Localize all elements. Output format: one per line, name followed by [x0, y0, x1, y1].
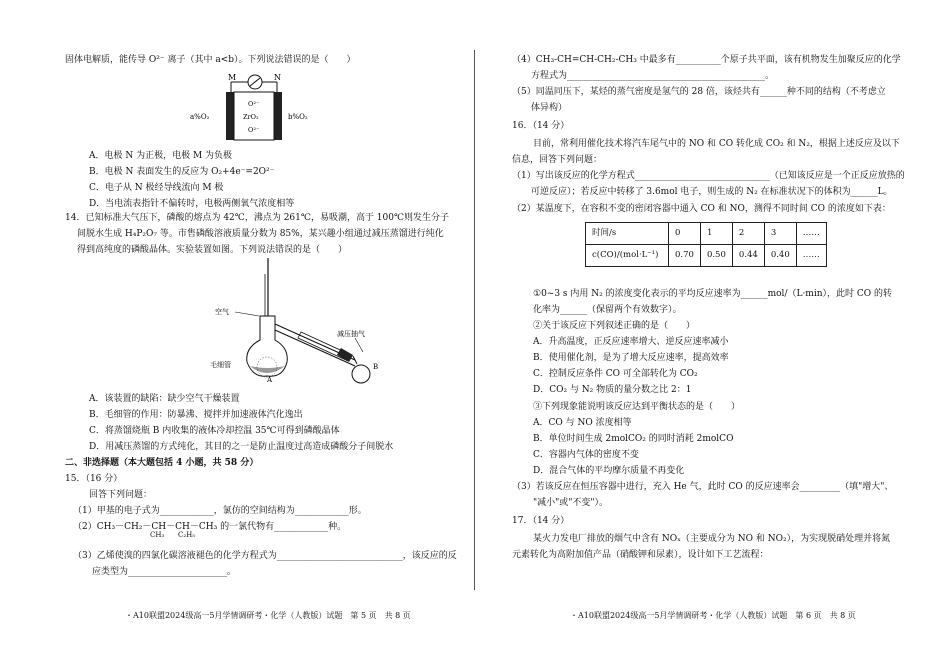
svg-text:ZrO₂: ZrO₂ — [243, 113, 259, 121]
q13-option-b: B．电极 N 表面发生的反应为 O₂+4e⁻=2O²⁻ — [89, 167, 275, 177]
distillation-apparatus — [205, 256, 385, 384]
q15-branch-2: C₂H₅ — [178, 531, 196, 539]
q15-part3-line2: 应类型为______________________。 — [92, 567, 237, 577]
table-cell: 3 — [764, 223, 796, 245]
q13-option-a: A．电极 N 为正极，电极 M 为负极 — [89, 151, 233, 161]
page-6-footer: ・A10联盟2024级高一5月学情调研考・化学（人教版）试题 第 6 页 共 8 页 — [570, 611, 856, 620]
svg-text:O²⁻: O²⁻ — [248, 126, 260, 134]
q15-prompt: 回答下列问题： — [89, 490, 153, 500]
section-2-heading: 二、非选择题（本大题包括 4 小题，共 58 分） — [65, 458, 259, 468]
q14-option-d: D．用减压蒸馏的方式纯化，其目的之一是防止温度过高造成磷酸分子间脱水 — [89, 442, 394, 452]
table-cell: 2 — [732, 223, 764, 245]
q16-iii-option-a: A．CO 与 NO 浓度相等 — [533, 418, 632, 428]
q16-2-iii: ③下列现象能说明该反应达到平衡状态的是（ ） — [533, 402, 741, 412]
q16-intro-line1: 目前，常利用催化技术将汽车尾气中的 NO 和 CO 转化成 CO₂ 和 N₂，根据上述反应及以下 — [533, 139, 900, 149]
q17-line1: 某火力发电厂排放的烟气中含有 NOₓ（主要成分为 NO 和 NO₂），为实现脱硝处理并将氮 — [533, 534, 891, 544]
q15-branch-1: CH₃ — [150, 531, 165, 539]
table-header-time: 时间/s — [586, 223, 669, 245]
table-row — [586, 245, 827, 267]
table-cell: 0 — [669, 223, 701, 245]
table-row — [586, 223, 827, 245]
q17-title: 17．（14 分） — [512, 516, 570, 526]
electrode-n-label: N — [274, 73, 281, 82]
q16-part1-line1: （1）写出该反应的化学方程式______________________________（已知该反应是一个正反应放热的 — [512, 171, 905, 181]
q16-iii-option-b: B．单位时间生成 2molCO₂ 的同时消耗 2molCO — [533, 434, 734, 444]
q15-part4-line1: （4）CH₃-CH=CH-CH₂-CH₃ 中最多有__________个原子共平面，该有机物发生加聚反应的化学 — [512, 55, 901, 65]
q14-line2: 间脱水生成 H₄P₂O₇ 等。市售磷酸溶液质量分数为 85%，某兴趣小组通过减压蒸馏进行纯化 — [77, 229, 444, 239]
q16-2-i-line2: 化率为______（保留两个有效数字）。 — [533, 305, 682, 315]
air-label: 空气 — [215, 308, 229, 316]
q16-2-i-line1: ①0~3 s 内用 N₂ 的浓度变化表示的平均反应速率为______mol/（L·min），此时 CO 的转 — [533, 289, 893, 299]
table-cell: …… — [796, 223, 826, 245]
table-cell: 0.44 — [732, 245, 764, 267]
q16-ii-option-d: D．CO₂ 与 N₂ 物质的量分数之比 2：1 — [533, 385, 692, 395]
q16-iii-option-c: C．容器内气体的密度不变 — [533, 450, 639, 460]
q15-part5-line2: 体异构） — [531, 103, 568, 113]
q13-intro: 固体电解质，能传导 O²⁻ 离子（其中 a<b）。下列说法错误的是（ ） — [65, 55, 356, 65]
electrode-m-label: M — [228, 73, 237, 82]
q16-ii-option-a: A．升高温度，正反应速率增大、逆反应速率减小 — [533, 337, 729, 347]
table-cell: 1 — [700, 223, 732, 245]
q16-part2: （2）某温度下，在容积不变的密闭容器中通入 CO 和 NO，测得不同时间 CO 的浓度如下表： — [512, 204, 891, 214]
right-gas-label: b%O₂ — [288, 113, 308, 121]
table-cell: …… — [796, 245, 826, 267]
electrode-n — [274, 92, 282, 140]
q13-option-c: C．电子从 N 极经导线流向 M 极 — [89, 183, 224, 193]
table-cell: 0.40 — [764, 245, 796, 267]
q16-ii-option-c: C．控制反应条件 CO 可全部转化为 CO₂ — [533, 369, 698, 379]
electrode-m — [226, 92, 234, 140]
q14-option-c: C．将蒸馏烧瓶 B 内收集的液体冷却控温 35℃可得到磷酸晶体 — [89, 426, 340, 436]
q13-option-d: D．当电流表指针不偏转时，电极两侧氧气浓度相等 — [89, 199, 295, 209]
table-cell: 0.70 — [669, 245, 701, 267]
q14-option-a: A．该装置的缺陷：缺少空气干燥装置 — [89, 394, 240, 404]
q16-title: 16．（14 分） — [512, 121, 570, 131]
svg-text:O²⁻: O²⁻ — [248, 100, 260, 108]
q17-line2: 元素转化为高附加值产品（硝酸钾和尿素），设计如下工艺流程： — [512, 550, 769, 560]
table-header-concentration: c(CO)/(mol·L⁻¹) — [586, 245, 669, 267]
q16-part3-line1: （3）若该反应在恒压容器中进行，充入 He 气，此时 CO 的反应速率会_________（填"增大"、 — [512, 482, 894, 492]
flask-a-label: A — [267, 376, 273, 384]
page-5-footer: ・A10联盟2024级高一5月学情调研考・化学（人教版）试题 第 5 页 共 8 页 — [125, 611, 411, 620]
q16-intro-line2: 信息，回答下列问题： — [512, 155, 603, 165]
flask-b-label: B — [373, 363, 379, 371]
co-concentration-table — [585, 222, 827, 267]
cell-diagram — [190, 72, 320, 144]
q14-option-b: B．毛细管的作用：防暴沸、搅拌并加速液体汽化逸出 — [89, 410, 303, 420]
q15-part1: （1）甲基的电子式为____________，氯仿的空间结构为____________形。 — [73, 506, 367, 516]
q15-title: 15．（16 分） — [65, 474, 123, 484]
left-gas-label: a%O₂ — [190, 113, 210, 121]
table-cell: 0.50 — [700, 245, 732, 267]
q14-line3: 得到高纯度的磷酸晶体。实验装置如图。下列说法错误的是（ ） — [77, 245, 348, 255]
q14-line1: 14．已知标准大气压下，磷酸的熔点为 42℃，沸点为 261℃，易吸潮，高于 100℃则发生分子 — [65, 213, 450, 223]
q16-part3-line2: "减小"或"不变"）。 — [533, 498, 609, 508]
q15-part4-line2: 方程式为____________________________________________。 — [531, 71, 775, 81]
capillary-label: 毛细管 — [210, 361, 231, 369]
q16-2-ii: ②关于该反应下列叙述正确的是（ ） — [533, 321, 696, 331]
page-6 — [475, 0, 950, 654]
vacuum-label: 减压抽气 — [337, 330, 365, 338]
q16-part1-line2: 可逆反应）；若反应中转移了 3.6mol 电子，则生成的 N₂ 在标准状况下的体积为______L。 — [531, 187, 893, 197]
q16-ii-option-b: B．使用催化剂，是为了增大反应速率，提高效率 — [533, 353, 729, 363]
q15-part3-line1: （3）乙烯使溴的四氯化碳溶液褪色的化学方程式为____________________________，该反应的反 — [73, 551, 457, 561]
q16-iii-option-d: D．混合气体的平均摩尔质量不再变化 — [533, 466, 685, 476]
q15-part5-line1: （5）同温同压下，某烃的蒸气密度是氢气的 28 倍，该烃共有______种不同的结构（不考虑立 — [512, 87, 886, 97]
q15-part2: （2）CH₃－CH₂－CH－CH－CH₃ 的一氯代物有____________种。 — [73, 522, 347, 532]
